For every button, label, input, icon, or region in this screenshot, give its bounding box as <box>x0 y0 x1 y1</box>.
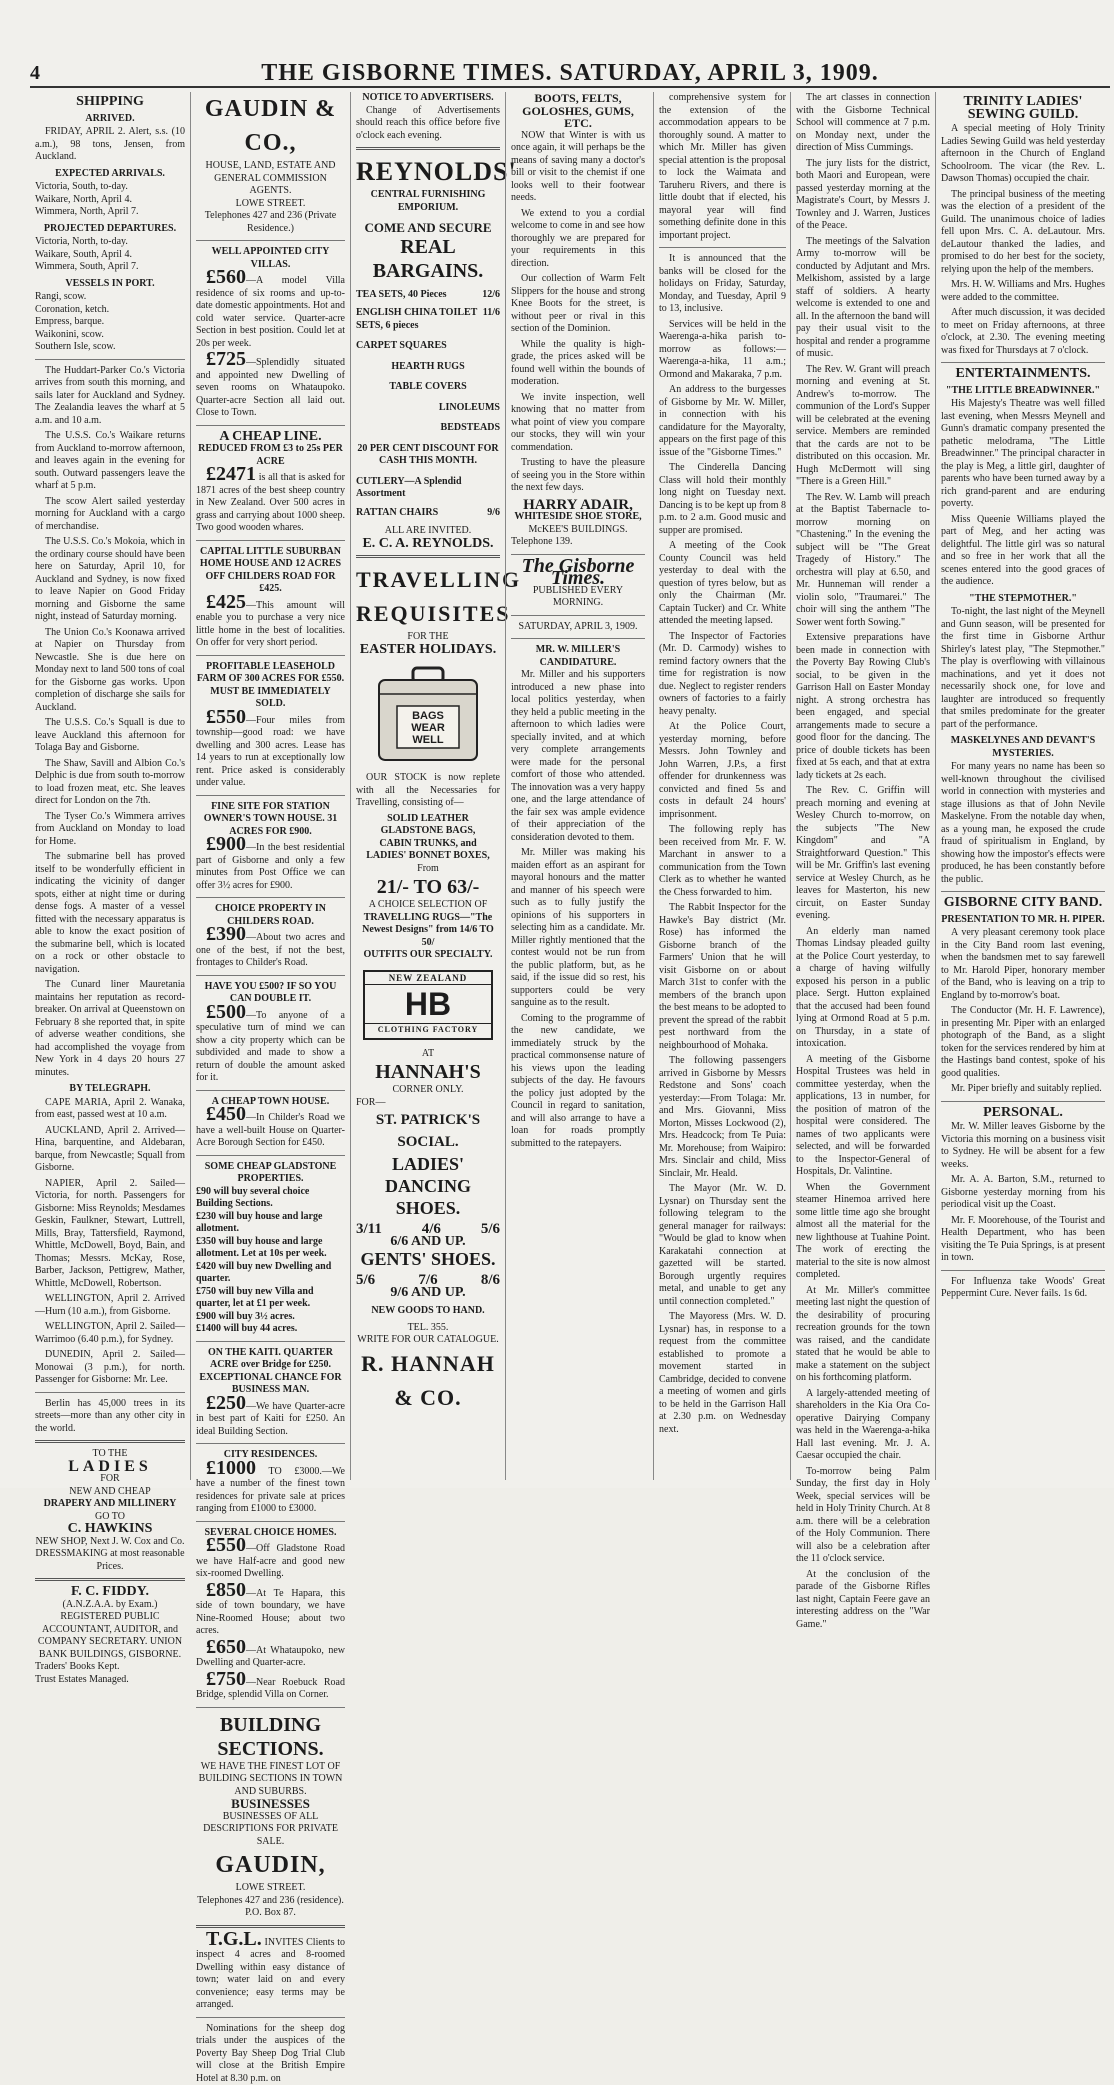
vessel-line: Southern Isle, scow. <box>35 341 185 354</box>
breadwinner-heading: "THE LITTLE BREADWINNER." <box>941 385 1105 398</box>
gladstone-item: £230 will buy house and large allotment. <box>196 1211 345 1236</box>
editorial-right <box>653 92 786 1480</box>
price: £650 <box>206 1636 246 1658</box>
requisites-heading: REQUISITES <box>356 597 500 631</box>
patricks: ST. PATRICK'S SOCIAL. <box>356 1109 500 1153</box>
rugs: TRAVELLING RUGS—"The Newest Designs" from 14/6 TO 50/ <box>356 912 500 950</box>
news-item: At Mr. Miller's committee meeting last night the question of the desirability of procuring recreation grounds for the town was raised, and the candidate stated that he would be able to make a statement on the subject on his forthcoming platform. <box>796 1285 930 1385</box>
shipping-news: The U.S.S. Co.'s Mokoia, which in the ordinary course should have been here on Saturday, April 10, for Auckland and Sydney, is now fixed to leave Napier on Good Friday morning and Gisborne the same night, instead of Saturday morning. <box>35 536 185 624</box>
gladstone-item: £350 will buy house and large allotment. Let at 10s per week. <box>196 1236 345 1261</box>
news-item: A meeting of the Cook County Council was held yesterday to deal with the question of tyres below, but as only the Chairman (Mr. Captain Tucker) and Cr. White attended the meeting lapsed. <box>659 540 786 628</box>
news-item: The jury lists for the district, both Maori and European, were passed yesterday morning at the Magistrate's Court, by Messrs J. Townley and J. Warren, Justices of the Peace. <box>796 158 930 233</box>
notice-heading: NOTICE TO ADVERTISERS. <box>356 92 500 105</box>
vessel-line: Coronation, ketch. <box>35 304 185 317</box>
notice-text: Change of Advertisements should reach this office before five o'clock each evening. <box>356 105 500 143</box>
adair-text: Our collection of Warm Felt Slippers for the house and strong Knee Boots for the street, is without peer or rival in this section of the Dominion. <box>511 273 645 336</box>
outfits: OUTFITS OUR SPECIALTY. <box>356 949 500 962</box>
news-item: To-morrow being Palm Sunday, the first day in Holy Week, special services will be held in Holy Trinity Church. At 8 a.m. there will be a celebration of the Holy Communion. There will also be a celebration after the 11 o'clock service. <box>796 1466 930 1566</box>
hb-logo <box>363 970 493 1040</box>
news-item: At the conclusion of the parade of the Gisborne Rifles last night, Captain Feere gave an interesting address on the "War Game." <box>796 1569 930 1632</box>
cheap-heading: A CHEAP LINE. <box>196 431 345 444</box>
entertainment-text: For many years no name has been so well-known throughout the civilised world in connection with mysteries and stage illusions as that of John Nevile Maskelyne. From the notable day when, as a young man, he exposed the crude fraud of spiritualism in England, by showing how the impostor's effects were produced, he has been constantly before the public. <box>941 761 1105 886</box>
invited: ALL ARE INVITED. <box>356 525 500 538</box>
shipping-heading: SHIPPING <box>35 96 185 109</box>
news-item: The Inspector of Factories (Mr. D. Carmody) wishes to remind factory owners that the time for registration is now due. Neglect to register renders owners of factories to a fairly heavy penalty. <box>659 631 786 719</box>
listing-text: is all that is asked for 1871 acres of the best sheep country in New Zealand. Over 500 acres in grass and carrying about 1000 sheep. Two good wooden whares. <box>196 472 345 533</box>
published: PUBLISHED EVERY MORNING. <box>511 585 645 610</box>
gaudin2-tel: Telephones 427 and 236 (residence). P.O. Box 87. <box>196 1895 345 1920</box>
arrived-text: FRIDAY, APRIL 2. Alert, s.s. (10 a.m.), 98 tons, Jensen, from Auckland. <box>35 126 185 164</box>
cabin: CABIN TRUNKS, and <box>356 838 500 851</box>
expected-line: Waikare, North, April 4. <box>35 194 185 207</box>
building-sub: WE HAVE THE FINEST LOT OF BUILDING SECTIONS IN TOWN AND SUBURBS. <box>196 1761 345 1799</box>
shipping-news: The submarine bell has proved itself to be wonderfully efficient in indicating the vicinity of danger spots, either at night time or during dense fogs. A master of a vessel fitted with the necessary apparatus is able to know the exact position of the submarine bell, which is located on a rock or other obstacle to navigation. <box>35 851 185 976</box>
bag-label: BAGS WEAR WELL <box>399 710 457 746</box>
price: £500 <box>206 1001 246 1023</box>
news-item: A largely-attended meeting of shareholders in the Kia Ora Co-operative Dairying Company was held in the Waerenga-a-hika Hall last evening. Mr. J. A. Caesar occupied the chair. <box>796 1388 930 1463</box>
personal-text: Mr. W. Miller leaves Gisborne by the Victoria this morning on a business visit to Sydney. He will be absent for a few weeks. <box>941 1121 1105 1171</box>
miller-text: Mr. Miller and his supporters introduced a new phase into local politics yesterday, when they held a public meeting in the afternoon to which ladies were specially invited, and at which very complete arrangements were made for the personal comfort of those who attended. The innovation was a very happy one, and the large attendance of the fair sex was ample evidence of their appreciation of the consideration devoted to them. <box>511 669 645 844</box>
expected-heading: EXPECTED ARRIVALS. <box>35 168 185 181</box>
ladies-new: NEW AND CHEAP <box>35 1486 185 1499</box>
news-item: The following reply has been received from Mr. F. W. Marchant in answer to a communication from the Town Clerk as to whether he wanted the Chess forwarded to him. <box>659 824 786 899</box>
shipping-news: The U.S.S. Co.'s Squall is due to leave Auckland this afternoon for Tolaga Bay and Gisborne. <box>35 717 185 755</box>
news-item: A meeting of the Gisborne Hospital Trustees was held in committee yesterday, when the applications, 13 in number, for the position of matron of the hospital were considered. The names of two applicants were selected, and will be forwarded to the Inspector-General of Hospitals, Dr. Valintine. <box>796 1054 930 1179</box>
hb-bot: CLOTHING FACTORY <box>365 1023 491 1037</box>
presentation-heading: PRESENTATION TO MR. H. PIPER. <box>941 914 1105 927</box>
shipping-news: The Shaw, Savill and Albion Co.'s Delphic is due from south to-morrow to load frozen meat, etc. She leaves direct for London on the 7th. <box>35 758 185 808</box>
emporium: CENTRAL FURNISHING EMPORIUM. <box>356 189 500 214</box>
personal-text: For Influenza take Woods' Great Peppermint Cure. Never fails. 1s 6d. <box>941 1276 1105 1301</box>
personal-heading: PERSONAL. <box>941 1107 1105 1120</box>
trinity-text: Mrs. H. W. Williams and Mrs. Hughes were added to the committee. <box>941 279 1105 304</box>
boots-heading: BOOTS, FELTS, GOLOSHES, GUMS, ETC. <box>511 92 645 130</box>
hawkins-name: C. HAWKINS <box>35 1523 185 1536</box>
shoe-price: 8/6 <box>481 1274 500 1287</box>
berlin-note: Berlin has 45,000 trees in its streets—more than any other city in the world. <box>35 1398 185 1436</box>
projected-line: Waikare, South, April 4. <box>35 249 185 262</box>
price: £850 <box>206 1579 246 1601</box>
page-number: 4 <box>30 62 40 85</box>
cheaptown-heading: A CHEAP TOWN HOUSE. <box>196 1096 345 1109</box>
paper-date: SATURDAY, APRIL 3, 1909. <box>511 621 645 634</box>
telegraph-item: DUNEDIN, April 2. Sailed—Monowai (3 p.m.), for north. Passenger for Gisborne: Mr. Lee. <box>35 1349 185 1387</box>
mckee: McKEE'S BUILDINGS. <box>511 524 645 537</box>
telegraph-heading: BY TELEGRAPH. <box>35 1083 185 1096</box>
adair-text: We extend to you a cordial welcome to come in and see how thoroughly we are prepared for your requirements in this direction. <box>511 208 645 271</box>
news-item: Extensive preparations have been made in connection with the Poverty Bay Rowing Club's social, to be given in the Garrison Hall on Easter Monday night. A strong orchestra has been engaged, and special arrangements made to secure a good floor for the dancing. The price of double tickets has been fixed at 5s each, and that at extra lady tickets at 2s each. <box>796 632 930 782</box>
fiddy-trust: Trust Estates Managed. <box>35 1674 185 1687</box>
telegraph-item: WELLINGTON, April 2. Sailed—Warrimoo (6.40 p.m.), for Sydney. <box>35 1321 185 1346</box>
price: £390 <box>206 923 246 945</box>
news-item: The following passengers arrived in Gisborne by Messrs Redstone and Sons' coach yesterday:—From Tolaga: Mr. and Mrs. Giovanni, Miss Morton, Misses Lockwood (2), Mrs. Headcock; from Te Puia: Mr. Morehouse; from Waipiro: Mrs. Sinclair and child, Miss Sinclair, Mr. Heald. <box>659 1055 786 1180</box>
news-item: The Cinderella Dancing Class will hold their monthly long night on Tuesday next. Dancing is to be kept up from 8 p.m. to 2 a.m. Good music and supper are promised. <box>659 462 786 537</box>
adair-tel: Telephone 139. <box>511 536 645 549</box>
trinity-text: A special meeting of Holy Trinity Ladies Sewing Guild was held yesterday afternoon in the Church of England Schoolroom. The vicar (the Rev. L. Dawson Thomas) occupied the chair. <box>941 123 1105 186</box>
column-societies <box>935 92 1110 1480</box>
news-item: The art classes in connection with the Gisborne Technical School will commence at 7 p.m. on Monday next, under the direction of Miss Cummings. <box>796 92 930 155</box>
tgl-text: INVITES Clients to inspect 4 acres and 8-roomed Dwelling within easy distance of town; water laid on and every convenience; easy terms may be arranged. <box>196 1937 345 2011</box>
news-item: The Rev. W. Grant will preach morning and evening at St. Andrew's to-morrow. The communion of the Lord's Supper will be celebrated at the evening service. Members are reminded that the cards are not to be distributed on this occasion. Mr. Hugh McDermott will sing "There is a Green Hill." <box>796 364 930 489</box>
news-item: The Rev. W. Lamb will preach at the Baptist Tabernacle to-morrow morning on "Chastening." In the evening the subject will be "The Great Tragedy of History." The orchestra will play at 6.50, and Mr. Hunneman will render a violin solo, "Traumarei." The choir will sing the anthem "The Sower went forth Sowing." <box>796 492 930 630</box>
goto: GO TO <box>35 1511 185 1524</box>
item-name: TEA SETS, 40 Pieces <box>356 289 447 302</box>
fiddy-text: REGISTERED PUBLIC ACCOUNTANT, AUDITOR, and COMPANY SECRETARY. UNION BANK BUILDINGS, GISBORNE. <box>35 1611 185 1661</box>
at: AT <box>356 1048 500 1061</box>
price: £900 <box>206 833 246 855</box>
price: £450 <box>206 1103 246 1125</box>
gladstone-item: £420 will buy new Dwelling and quarter. <box>196 1261 345 1286</box>
editorial-left <box>511 92 645 1480</box>
column-editorial <box>505 92 790 1480</box>
listing-text: —Near Roebuck Road Bridge, splendid Villa on Corner. <box>196 1677 345 1701</box>
fiddy-name: F. C. FIDDY. <box>35 1586 185 1599</box>
telegraph-item: AUCKLAND, April 2. Arrived—Hina, barquentine, and Aldebaran, barque, from Newcastle; Squall from Gisborne. <box>35 1125 185 1175</box>
price: £2471 <box>206 463 256 485</box>
item-name: ENGLISH CHINA TOILET SETS, 6 pieces <box>356 307 483 332</box>
expected-line: Wimmera, North, April 7. <box>35 206 185 219</box>
page-title: THE GISBORNE TIMES. SATURDAY, APRIL 3, 1909. <box>30 60 1110 87</box>
gladstone-item: £90 will buy several choice Building Sections. <box>196 1186 345 1211</box>
newgoods: NEW GOODS TO HAND. <box>356 1305 500 1318</box>
price: £250 <box>206 1392 246 1414</box>
reynolds-name: REYNOLDS' <box>356 155 500 189</box>
news-item: The Rabbit Inspector for the Hawke's Bay district (Mr. Rose) has informed the Gisborne branch of the Farmers' Union that he will visit Gisborne on or about March 31st to confer with the members of the branch upon the best means to be adopted to prevent the spread of the rabbit pest northward from the neighbourhood of Mohaka. <box>659 902 786 1052</box>
gaudin-tel: Telephones 427 and 236 (Private Residence.) <box>196 210 345 235</box>
come-secure: COME AND SECURE <box>356 222 500 235</box>
trinity-text: After much discussion, it was decided to meet on Friday afternoons, at three o'clock, at 2.30. The evening meeting was fixed for Thursdays at 7 o'clock. <box>941 307 1105 357</box>
whiteside: WHITESIDE SHOE STORE, <box>511 511 645 524</box>
miller-text: Mr. Miller was making his maiden effort as an aspirant for mayoral honours and the matter and manner of his speech were such as to fully justify the opinions of his supporters in selecting him as a candidate. Mr. Miller rightly mentioned that the contest would not be run from the public platform, but, as he said, if the issue did so rest, his supporters could be very sanguine as to the result. <box>511 847 645 1010</box>
adair-text: Trusting to have the pleasure of seeing you in the Store within the next few days. <box>511 457 645 495</box>
listing-text: —We have Quarter-acre in best part of Kaiti for £250. An ideal Building Section. <box>196 1401 345 1437</box>
projected-line: Wimmera, South, April 7. <box>35 261 185 274</box>
rhannah: R. HANNAH & CO. <box>356 1347 500 1415</box>
cutlery: CUTLERY—A Splendid Assortment <box>356 476 500 501</box>
gaudin2-name: GAUDIN, <box>196 1848 345 1882</box>
telegraph-item: NAPIER, April 2. Sailed—Victoria, for north. Passengers for Gisborne: Miss Reynolds; Mesdames Geskin, Faulkner, Stewart, Luttrell, Mills, Bray, Tattersfield, Raymond, Whittle, McDowell, Boyd, Bain, and Thomas; Messrs. McKay, Rose, Barber, Jackson, Pettigrew, Mather, Whittle, McDowell, Robertson. <box>35 1178 185 1291</box>
suitcase-icon <box>373 664 483 764</box>
personal-text: Mr. F. Moorehouse, of the Tourist and Health Department, who has been visiting the Te Puia Springs, is at present in town. <box>941 1215 1105 1265</box>
news-item: It is announced that the banks will be closed for the holidays on Friday, Saturday, Monday, and Tuesday, April 9 to 13, inclusive. <box>659 253 786 316</box>
cityres-heading: CITY RESIDENCES. <box>196 1449 345 1462</box>
shipping-news: The Union Co.'s Koonawa arrived at Napier on Thursday from Newcastle. She is due here on Monday next to land 500 tons of coal for the Gisborne gas works. Upon completion of discharge she sails for Auckland. <box>35 627 185 715</box>
news-item: The Mayoress (Mrs. W. D. Lysnar) has, in response to a request from the committee established to promote a movement started in Cambridge, decided to convene a meeting of women and girls to be held in the Garrison Hall at 2.30 p.m. on Wednesday next. <box>659 1311 786 1436</box>
news-item: Services will be held in the Waerenga-a-hika parish to-morrow as follows:—Waerenga-a-hika, 11 a.m.; Ormond and Makaraka, 7 p.m. <box>659 319 786 382</box>
personal-text: Mr. A. A. Barton, S.M., returned to Gisborne yesterday morning from his periodical visit up the Coast. <box>941 1174 1105 1212</box>
vessel-line: Waikonini, scow. <box>35 329 185 342</box>
item-price: 11/6 <box>483 307 500 332</box>
gaudin-name: GAUDIN & CO., <box>196 92 345 160</box>
listing-text: —In Childer's Road we have a well-built House on Quarter-Acre Borough Section for £450. <box>196 1112 345 1148</box>
choice-heading: CHOICE PROPERTY IN CHILDERS ROAD. <box>196 903 345 928</box>
band-text: The Conductor (Mr. H. F. Lawrence), in presenting Mr. Piper with an enlarged photograph of the Band, as a slight token for the services rendered by him at the Hastings band contest, spoke of his good qualities. <box>941 1005 1105 1080</box>
price: £550 <box>206 1534 246 1556</box>
trinity-heading: TRINITY LADIES' SEWING GUILD. <box>941 96 1105 121</box>
news-item: comprehensive system for the extension of the accommodation appears to be thoroughly sound. A matter to which Mr. Miller has given special attention is the proposal to lock the Waimata and Taruheru Rivers, and there is little doubt that if elected, his mayoral year will find something definite done in this important project. <box>659 92 786 242</box>
for-the: FOR THE <box>356 631 500 644</box>
ecreynolds: E. C. A. REYNOLDS. <box>356 538 500 551</box>
shipping-news: The Tyser Co.'s Wimmera arrives from Auckland on Monday to load for Home. <box>35 811 185 849</box>
item-name: TABLE COVERS <box>356 381 500 394</box>
entertainment-text: His Majesty's Theatre was well filled last evening, when Messrs Meynell and Gunn's dramatic company presented the pathetic melodrama, "The Little Breadwinner." The principal character in the play is Meg, a little girl, daughter of parents who have been turned away by a rich grand-parent and are enduring poverty. <box>941 398 1105 511</box>
cheap-sub: REDUCED FROM £3 to 25s PER ACRE <box>196 443 345 468</box>
adair-text: We invite inspection, well knowing that no matter from what point of view you compare our stocks, they will win your commendation. <box>511 392 645 455</box>
hb-mid: HB <box>365 985 491 1023</box>
miller-heading: MR. W. MILLER'S CANDIDATURE. <box>511 644 645 669</box>
price: £1000 <box>206 1457 256 1479</box>
item-name: LINOLEUMS <box>356 402 500 415</box>
listing-text: —This amount will enable you to purchase a very nice little home in the best of localities. On offer for very short period. <box>196 600 345 649</box>
gladstone-item: £750 will buy new Villa and quarter, let at £1 per week. <box>196 1286 345 1311</box>
shipping-news: The Cunard liner Mauretania maintains her reputation as record-breaker. On arrival at Queenstown on February 8 she reported that, in spite of adverse weather conditions, she had accomplished the voyage from New York in 4 days 20 hours 27 minutes. <box>35 979 185 1079</box>
expected-line: Victoria, South, to-day. <box>35 181 185 194</box>
gladstone-item: £1400 will buy 44 acres. <box>196 1323 345 1336</box>
gaudin-sub: HOUSE, LAND, ESTATE AND GENERAL COMMISSION AGENTS. <box>196 160 345 198</box>
tgl-title: T.G.L. <box>206 1928 262 1950</box>
masthead <box>30 58 1110 88</box>
shipping-news: The scow Alert sailed yesterday morning for Auckland with a cargo of merchandise. <box>35 496 185 534</box>
shoe-price: 4/6 <box>422 1223 441 1236</box>
shipping-news: The Huddart-Parker Co.'s Victoria arrives from south this morning, and sails later for Auckland and Sydney. The Zealandia leaves the wharf at 5 a.m. and 10 a.m. <box>35 365 185 428</box>
gladstone-item: £900 will buy 3½ acres. <box>196 1311 345 1324</box>
dancing: LADIES' DANCING SHOES. <box>356 1153 500 1219</box>
harry-adair: HARRY ADAIR, <box>511 499 645 512</box>
homes-heading: SEVERAL CHOICE HOMES. <box>196 1527 345 1540</box>
arrived-heading: ARRIVED. <box>35 113 185 126</box>
cityband-heading: GISBORNE CITY BAND. <box>941 897 1105 910</box>
hb-top: NEW ZEALAND <box>365 972 491 986</box>
price: £425 <box>206 591 246 613</box>
gaudin-street: LOWE STREET. <box>196 198 345 211</box>
rattan: RATTAN CHAIRS <box>356 507 438 520</box>
telegraph-item: CAPE MARIA, April 2. Wanaka, from east, passed west at 10 a.m. <box>35 1097 185 1122</box>
villa-heading: WELL APPOINTED CITY VILLAS. <box>196 246 345 271</box>
rattan-price: 9/6 <box>487 507 500 520</box>
catalogue: WRITE FOR OUR CATALOGUE. <box>356 1334 500 1347</box>
shipping-news: The U.S.S. Co.'s Waikare returns from Auckland to-morrow afternoon, and leaves again in the evening for south. Outward passengers leave the wharf at 5 p.m. <box>35 430 185 493</box>
vessel-line: Empress, barque. <box>35 316 185 329</box>
listing-text: TO £3000.—We have a number of the finest town residences for private sale at prices ranging from £1000 to £3000. <box>196 1466 345 1515</box>
shoe-price: 3/11 <box>356 1223 382 1236</box>
hannahs: HANNAH'S <box>356 1060 500 1084</box>
building-heading: BUILDING SECTIONS. <box>196 1713 345 1761</box>
ladies-for: FOR <box>35 1473 185 1486</box>
businesses-sub: BUSINESSES OF ALL DESCRIPTIONS FOR PRIVATE SALE. <box>196 1811 345 1849</box>
gaudin2-street: LOWE STREET. <box>196 1882 345 1895</box>
trinity-text: The principal business of the meeting was the election of a president of the Guild. The unanimous choice of ladies fell upon Mrs. C. A. deLautour. Mrs. deLautour thanked the ladies, and promised to do her best for the society, relying upon the help of the members. <box>941 189 1105 277</box>
listing-text: —In the best residential part of Gisborne and only a few minutes from Post Office we can offer 3½ acres for £900. <box>196 842 345 891</box>
entertainment-text: To-night, the last night of the Meynell and Gunn season, will be presented for the first time in Gisborne Arthur Shirley's latest play, "The Stepmother." The play is overflowing with villainous machinations, and yet it does not necessarily shock one, for love and laughter are introduced so frequently that smiles predominate for the greater part of the performance. <box>941 606 1105 731</box>
item-name: BEDSTEADS <box>356 422 500 435</box>
capital-heading: CAPITAL LITTLE SUBURBAN HOME HOUSE AND 12 ACRES OFF CHILDERS ROAD FOR £425. <box>196 546 345 596</box>
shoe-price: 9/6 AND UP. <box>356 1287 500 1300</box>
band-text: A very pleasant ceremony took place in the City Band room last evening, when the bandsmen met to say farewell to Mr. Harold Piper, honorary member of the Band, who is leaving on a trip to England by to-morrow's boat. <box>941 927 1105 1002</box>
gladstone-heading: SOME CHEAP GLADSTONE PROPERTIES. <box>196 1161 345 1186</box>
shoe-price: 5/6 <box>481 1223 500 1236</box>
gents: GENTS' SHOES. <box>356 1248 500 1270</box>
listing-text: —Four miles from township—good road: we have dwelling and 300 acres. Lease has 14 years to run at exceptionally low rent. Price asked is considerably under value. <box>196 715 345 789</box>
maskelynes-heading: MASKELYNES AND DEVANT'S MYSTERIES. <box>941 735 1105 760</box>
discount: 20 PER CENT DISCOUNT FOR CASH THIS MONTH. <box>356 443 500 468</box>
choice: A CHOICE SELECTION OF <box>356 899 500 912</box>
news-item: The meetings of the Salvation Army to-morrow will be conducted by Adjutant and Mrs. Melkishom, assisted by a large staff of soldiers. A hearty welcome is extended to one and all. In the afternoon the band will pay their usual visit to the hospital and render a programme of music. <box>796 236 930 361</box>
column-reynolds-hannah <box>350 92 505 1480</box>
hawkins-text: NEW SHOP, Next J. W. Cox and Co. DRESSMAKING at most reasonable Prices. <box>35 1536 185 1574</box>
price: £725 <box>206 348 246 370</box>
fine-heading: FINE SITE FOR STATION OWNER'S TOWN HOUSE. 31 ACRES FOR £900. <box>196 801 345 839</box>
item-name: CARPET SQUARES <box>356 340 500 353</box>
news-item: An address to the burgesses of Gisborne by Mr. W. Miller, in connection with his candidature for the Mayoralty, appears on the first page of this issue of the "Gisborne Times." <box>659 384 786 459</box>
news-item: An elderly man named Thomas Lindsay pleaded guilty at the Police Court yesterday, to a charge of having wilfully exposed his person in a public place. Sergt. Hutton explained that the accused had been found lying at Ormond Road at 5 p.m. on Thursday, in a state of intoxication. <box>796 926 930 1051</box>
drapery: DRAPERY AND MILLINERY <box>35 1498 185 1511</box>
ladies-to: TO THE <box>35 1448 185 1461</box>
profit-heading: PROFITABLE LEASEHOLD FARM OF 300 ACRES FOR £550. MUST BE IMMEDIATELY SOLD. <box>196 661 345 711</box>
adair-text: NOW that Winter is with us once again, it will perhaps be the means of saving many a doctor's bill or visit to the chemist if one looks well to their footwear needs. <box>511 130 645 205</box>
fiddy-sub: (A.N.Z.A.A. by Exam.) <box>35 1599 185 1612</box>
adair-text: While the quality is high-grade, the prices asked will be found well within the bounds of moderation. <box>511 339 645 389</box>
nominations: Nominations for the sheep dog trials under the auspices of the Poverty Bay Sheep Dog Trial Club will close at the British Empire Hotel at 8.30 p.m. on <box>196 2023 345 2085</box>
news-item: The Rev. C. Griffin will preach morning and evening at Wesley Church to-morrow, on the subjects "The New Kingdom" and "A Straightforward Question." This will be Mr. Griffin's last evening service at Wesley Church, as he leaves for Masterton, his new circuit, on Easter Sunday evening. <box>796 785 930 923</box>
miller-text: Coming to the programme of the new candidate, we immediately struck by the practical commonsense nature of his views upon the leading subjects of the day. He favours the policy just adopted by the Council in regard to sanitation, and will also arrange to have a loan for roads promptly submitted to the ratepayers. <box>511 1013 645 1151</box>
listing-text: —Off Gladstone Road we have Half-acre and good new six-roomed Dwelling. <box>196 1543 345 1579</box>
from: From <box>356 863 500 876</box>
projected-heading: PROJECTED DEPARTURES. <box>35 223 185 236</box>
band-text: Mr. Piper briefly and suitably replied. <box>941 1083 1105 1096</box>
businesses-heading: BUSINESSES <box>196 1798 345 1811</box>
range: 21/- TO 63/- <box>356 875 500 899</box>
bonnet: LADIES' BONNET BOXES, <box>356 850 500 863</box>
news-item: When the Government steamer Hinemoa arrived here some little time ago she brought almost all the material for the new lighthouse at Tuahine Point. The work of erecting the material to the site is now almost completed. <box>796 1182 930 1282</box>
fiddy-books: Traders' Books Kept. <box>35 1661 185 1674</box>
listing-text: —At Te Hapara, this side of town boundary, we have Nine-Roomed House; about two acres. <box>196 1588 345 1637</box>
shoe-price: 5/6 <box>356 1274 375 1287</box>
exc-heading: EXCEPTIONAL CHANCE FOR BUSINESS MAN. <box>196 1372 345 1397</box>
listing-text: —About two acres and one of the best, if not the best, frontages to Childer's Road. <box>196 932 345 968</box>
stock-text: OUR STOCK is now replete with all the Necessaries for Travelling, consisting of— <box>356 772 500 810</box>
for2: FOR— <box>356 1097 500 1110</box>
stepmother-heading: "THE STEPMOTHER." <box>941 593 1105 606</box>
news-item: At the Police Court, yesterday morning, before Messrs. John Townley and John Warren, J.P.s, a first offender for drunkenness was convicted and fined 5s and costs in default 24 hours' imprisonment. <box>659 721 786 821</box>
solid: SOLID LEATHER GLADSTONE BAGS, <box>356 813 500 838</box>
ladies-heading: LADIES <box>35 1461 185 1474</box>
price: £550 <box>206 706 246 728</box>
tel: TEL. 355. <box>356 1322 500 1335</box>
travelling-heading: TRAVELLING <box>356 563 500 597</box>
entertainments-heading: ENTERTAINMENTS. <box>941 368 1105 381</box>
easter: EASTER HOLIDAYS. <box>356 644 500 657</box>
listing-text: —At Whataupoko, new Dwelling and Quarter-acre. <box>196 1645 345 1669</box>
column-shipping <box>30 92 190 1480</box>
paper-title: The Gisborne Times. <box>511 560 645 585</box>
listing-text: —A model Villa residence of six rooms and up-to-date domestic appointments. Hot and cold water service. Quarter-acre Section in best position. Could let at 20s per week. <box>196 275 345 349</box>
shoe-price: 7/6 <box>418 1274 437 1287</box>
news-item: The Mayor (Mr. W. D. Lysnar) on Thursday sent the following telegram to the general manager for railways: "Would be glad to know when Karakatahi connection at gazetted will be started. Borough urgently requires metal, and unable to get any until connection completed." <box>659 1183 786 1308</box>
vessel-line: Rangi, scow. <box>35 291 185 304</box>
entertainment-text: Miss Queenie Williams played the part of Meg, and her acting was delightful. The little girl was so natural and so free in her work that all the scenes entered into the good graces of the audience. <box>941 514 1105 589</box>
price: £560 <box>206 266 246 288</box>
column-local-news <box>790 92 935 1480</box>
vessels-heading: VESSELS IN PORT. <box>35 278 185 291</box>
kaiti-heading: ON THE KAITI. QUARTER ACRE over Bridge for £250. <box>196 1347 345 1372</box>
item-name: HEARTH RUGS <box>356 361 500 374</box>
column-gaudin <box>190 92 350 1480</box>
item-price: 12/6 <box>482 289 500 302</box>
listing-text: —To anyone of a speculative turn of mind we can show a city property which can be subdivided and made to show a return of double the amount asked for it. <box>196 1010 345 1084</box>
have-heading: HAVE YOU £500? IF SO YOU CAN DOUBLE IT. <box>196 981 345 1006</box>
projected-line: Victoria, North, to-day. <box>35 236 185 249</box>
price: £750 <box>206 1668 246 1690</box>
bargains: REAL BARGAINS. <box>356 235 500 283</box>
listing-text: —Splendidly situated and appointed new Dwelling of seven rooms on Whataupoko. Quarter-acre Section all laid out. Close to Town. <box>196 357 345 418</box>
shoe-price: 6/6 AND UP. <box>356 1236 500 1249</box>
corner: CORNER ONLY. <box>356 1084 500 1097</box>
telegraph-item: WELLINGTON, April 2. Arrived—Hurn (10 a.m.), from Gisborne. <box>35 1293 185 1318</box>
